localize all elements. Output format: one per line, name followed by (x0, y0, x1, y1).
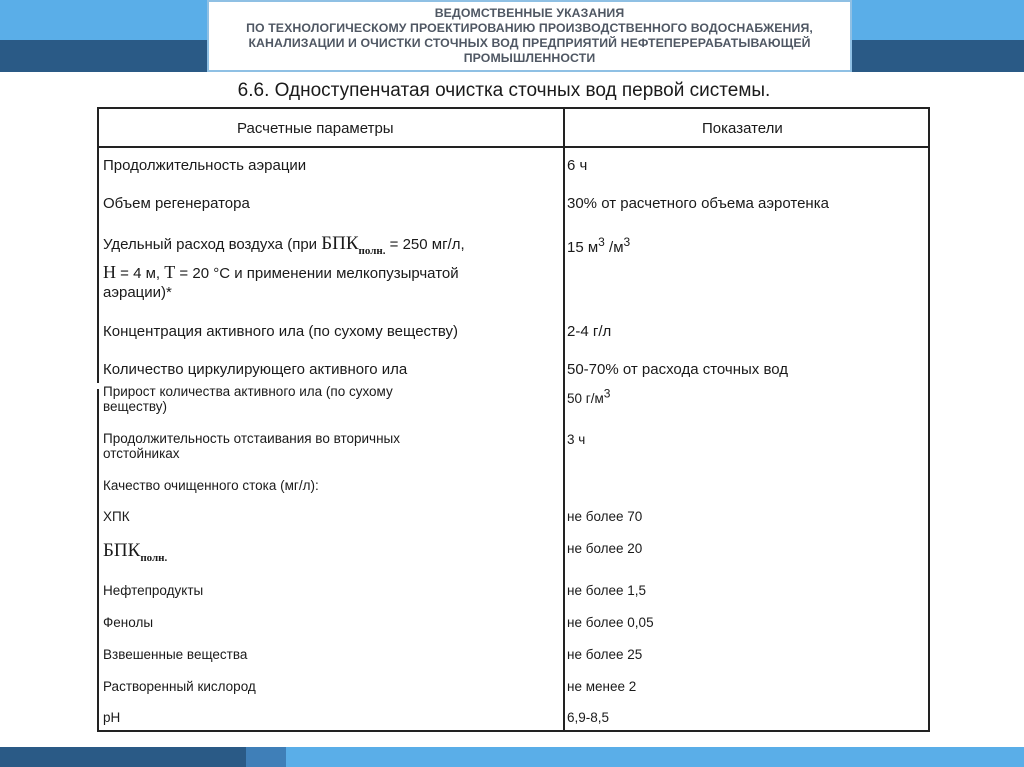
row-suspended-solids-param: Взвешенные вещества (103, 647, 248, 662)
row-ph-param: pH (103, 710, 121, 725)
row-dissolved-oxygen-value: не менее 2 (567, 679, 637, 694)
top-decor-bar-left (0, 0, 207, 72)
row-air-consumption-value: 15 $м^3$ $/м^3$ (567, 235, 631, 256)
row-ph-value: 6,9-8,5 (567, 710, 610, 725)
row-sludge-growth-value: 50 г/м3 (567, 386, 611, 406)
bpk-subscript: полн. (358, 245, 386, 257)
row-circulating-sludge-value: 50-70% от расхода сточных вод (567, 361, 789, 378)
row-sludge-growth-param-line1: Прирост количества активного ила (по сухому (103, 384, 393, 399)
bpk-symbol: БПК (321, 233, 359, 254)
h-symbol: Н (103, 262, 116, 282)
bpk-subscript: полн. (140, 552, 168, 564)
row-air-consumption-line3: аэрации)* (103, 284, 172, 301)
row-aeration-duration-value: 6 ч (567, 157, 588, 174)
row-phenols-param: Фенолы (103, 615, 154, 630)
header-line-2: ПО ТЕХНОЛОГИЧЕСКОМУ ПРОЕКТИРОВАНИЮ ПРОИЗВОДСТВЕННОГО ВОДОСНАБЖЕНИЯ, (246, 21, 813, 35)
row-suspended-solids-value: не более 25 (567, 647, 643, 662)
row-circulating-sludge-param: Количество циркулирующего активного ила (103, 361, 408, 378)
column-divider (563, 109, 565, 730)
page-title: 6.6. Одноступенчатая очистка сточных вод первой системы. (237, 80, 771, 101)
parameters-table (97, 107, 930, 732)
header-line-4: ПРОМЫШЛЕННОСТИ (463, 51, 596, 65)
row-dissolved-oxygen-param: Растворенный кислород (103, 679, 256, 694)
row-regenerator-volume-value: 30% от расчетного объема аэротенка (567, 195, 829, 212)
row-air-consumption-line1: Удельный расход воздуха (при $БПК_{полн.} = 250$ мг/л, (103, 233, 465, 257)
column-header-values: Показатели (702, 120, 783, 137)
row-sludge-concentration-param: Концентрация активного ила (по сухому веществу) (103, 323, 459, 340)
document-header (207, 0, 852, 72)
row-air-consumption-line2: Н = 4 м, Т = 20 °С и применении мелкопузырчатой (103, 262, 459, 282)
bpk-symbol: БПК (103, 540, 141, 561)
header-line-3: КАНАЛИЗАЦИИ И ОЧИСТКИ СТОЧНЫХ ВОД ПРЕДПРИЯТИЙ НЕФТЕПЕРЕРАБАТЫВАЮЩЕЙ (248, 36, 811, 50)
header-line-1: ВЕДОМСТВЕННЫЕ УКАЗАНИЯ (434, 6, 625, 20)
row-regenerator-volume-param: Объем регенератора (103, 195, 250, 212)
row-phenols-value: не более 0,05 (567, 615, 654, 630)
header-divider (99, 146, 928, 148)
row-bod-value: не более 20 (567, 541, 643, 556)
row-bod-param (103, 541, 167, 568)
row-settling-time-param-line2: отстойниках (103, 446, 180, 461)
top-decor-bar-right (852, 0, 1024, 72)
row-sludge-growth-param-line2: веществу) (103, 399, 168, 414)
row-settling-time-value: 3 ч (567, 432, 586, 447)
row-cod-param: ХПК (103, 509, 130, 524)
row-oil-products-param: Нефтепродукты (103, 583, 204, 598)
row-oil-products-value: не более 1,5 (567, 583, 647, 598)
row-cod-value: не более 70 (567, 509, 643, 524)
row-aeration-duration-param: Продолжительность аэрации (103, 157, 307, 174)
bottom-decor-bar (0, 747, 1024, 767)
t-symbol: Т (164, 262, 176, 282)
row-sludge-concentration-value: 2-4 г/л (567, 323, 612, 340)
column-header-parameters: Расчетные параметры (237, 120, 394, 137)
row-settling-time-param-line1: Продолжительность отстаивания во вторичных (103, 431, 400, 446)
row-effluent-quality-heading: Качество очищенного стока (мг/л): (103, 478, 319, 493)
